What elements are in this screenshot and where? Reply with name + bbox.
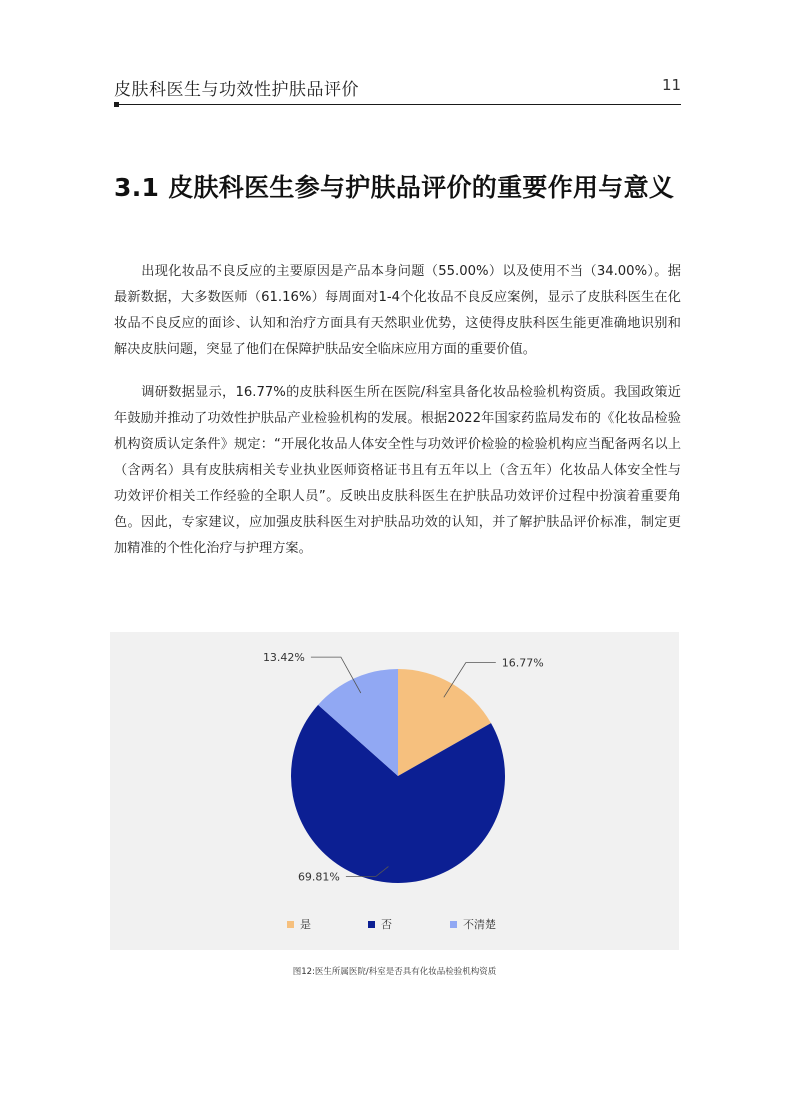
legend-yes-swatch (287, 921, 294, 928)
section-title: 3.1 皮肤科医生参与护肤品评价的重要作用与意义 (114, 173, 675, 202)
legend-yes-label: 是 (300, 918, 311, 931)
slice-unclear-label: 13.42% (262, 651, 305, 665)
pie-chart (110, 632, 679, 950)
slice-no-label: 69.81% (297, 870, 340, 884)
header-title: 皮肤科医生与功效性护肤品评价 (114, 80, 359, 100)
header-rule (114, 104, 681, 105)
legend-no-swatch (368, 921, 375, 928)
legend-unclear-swatch (450, 921, 457, 928)
header-rule-dot (114, 102, 119, 107)
paragraph-1 (114, 259, 681, 363)
legend-unclear-label: 不清楚 (463, 918, 496, 931)
figure-caption: 图12:医生所属医院/科室是否具有化妆品检验机构资质 (292, 967, 497, 977)
paragraph-2-text: 调研数据显示，16.77%的皮肤科医生所在医院/科室具备化妆品检验机构资质。我国政策近年鼓励并推动了功效性护肤品产业检验机构的发展。根据2022年国家药监局发布的《化妆品检验机构资质认定条件》规定：“开展化妆品人体安全性与功效评价检验的检验机构应当配备两名以上（含两名）具有皮肤病相关专业执业医师资格证书且有五年以上（含五年）化妆品人体安全性与功效评价相关工作经验的全职人员”。反映出皮肤科医生在护肤品功效评价过程中扮演着重要角色。因此，专家建议，应加强皮肤科医生对护肤品功效的认知，并了解护肤品评价标准，制定更加精准的个性化治疗与护理方案。 (114, 385, 681, 556)
chart-panel (110, 632, 679, 950)
paragraph-1-text: 出现化妆品不良反应的主要原因是产品本身问题（55.00%）以及使用不当（34.00%）。据最新数据，大多数医师（61.16%）每周面对1-4个化妆品不良反应案例，显示了皮肤科医生在化妆品不良反应的面诊、认知和治疗方面具有天然职业优势，这使得皮肤科医生能更准确地识别和解决皮肤问题，突显了他们在保障护肤品安全临床应用方面的重要价值。 (114, 264, 681, 357)
slice-yes-label: 16.77% (501, 656, 544, 670)
paragraph-2 (114, 380, 681, 562)
legend-no-label: 否 (381, 918, 392, 931)
page-number: 11 (662, 76, 682, 94)
